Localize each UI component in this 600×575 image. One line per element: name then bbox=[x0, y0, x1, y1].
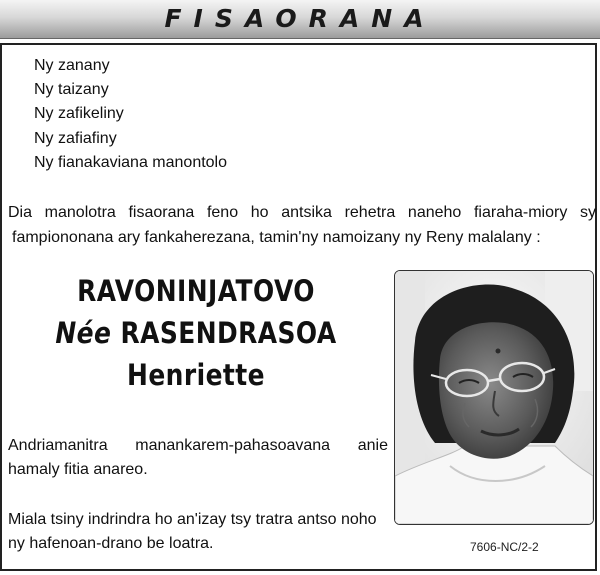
list-item: Ny fianakaviana manontolo bbox=[34, 153, 228, 171]
intro-line-1: Dia manolotra fisaorana feno ho antsika rehetra naneho fiaraha-miory sy bbox=[8, 204, 596, 221]
deceased-surname: RAVONINJATOVO bbox=[77, 274, 315, 308]
list-item: Ny zafiafiny bbox=[34, 129, 117, 147]
deceased-first-name: Henriette bbox=[127, 358, 265, 392]
deceased-maiden-line bbox=[27, 312, 364, 354]
deceased-maiden-name: RASENDRASOA bbox=[120, 316, 337, 350]
blessing-paragraph bbox=[8, 434, 388, 482]
list-item: Ny zafikeliny bbox=[34, 105, 124, 123]
nee-word: Née bbox=[55, 316, 112, 350]
list-item: Ny zanany bbox=[34, 57, 110, 74]
intro-paragraph bbox=[8, 200, 596, 250]
list-item: Ny taizany bbox=[34, 81, 109, 99]
deceased-name-block bbox=[0, 270, 392, 396]
portrait-photo bbox=[394, 270, 594, 525]
thanks-list bbox=[34, 54, 227, 175]
blessing-line-1: Andriamanitra manankarem-pahasoavana anie bbox=[8, 437, 388, 454]
portrait-illustration bbox=[395, 271, 593, 524]
intro-line-2: fampiononana ary fankaherezana, tamin'ny namoizany ny Reny malalany : bbox=[12, 229, 541, 246]
apology-line-2: ny hafenoan-drano be loatra. bbox=[8, 535, 214, 552]
notice-title: FISAORANA bbox=[164, 4, 436, 33]
apology-paragraph bbox=[8, 508, 388, 556]
header-bar bbox=[0, 0, 600, 39]
apology-line-1: Miala tsiny indrindra ho an'izay tsy tratra antso noho bbox=[8, 511, 377, 528]
blessing-line-2: hamaly fitia anareo. bbox=[8, 461, 148, 478]
reference-code: 7606-NC/2-2 bbox=[470, 540, 539, 554]
